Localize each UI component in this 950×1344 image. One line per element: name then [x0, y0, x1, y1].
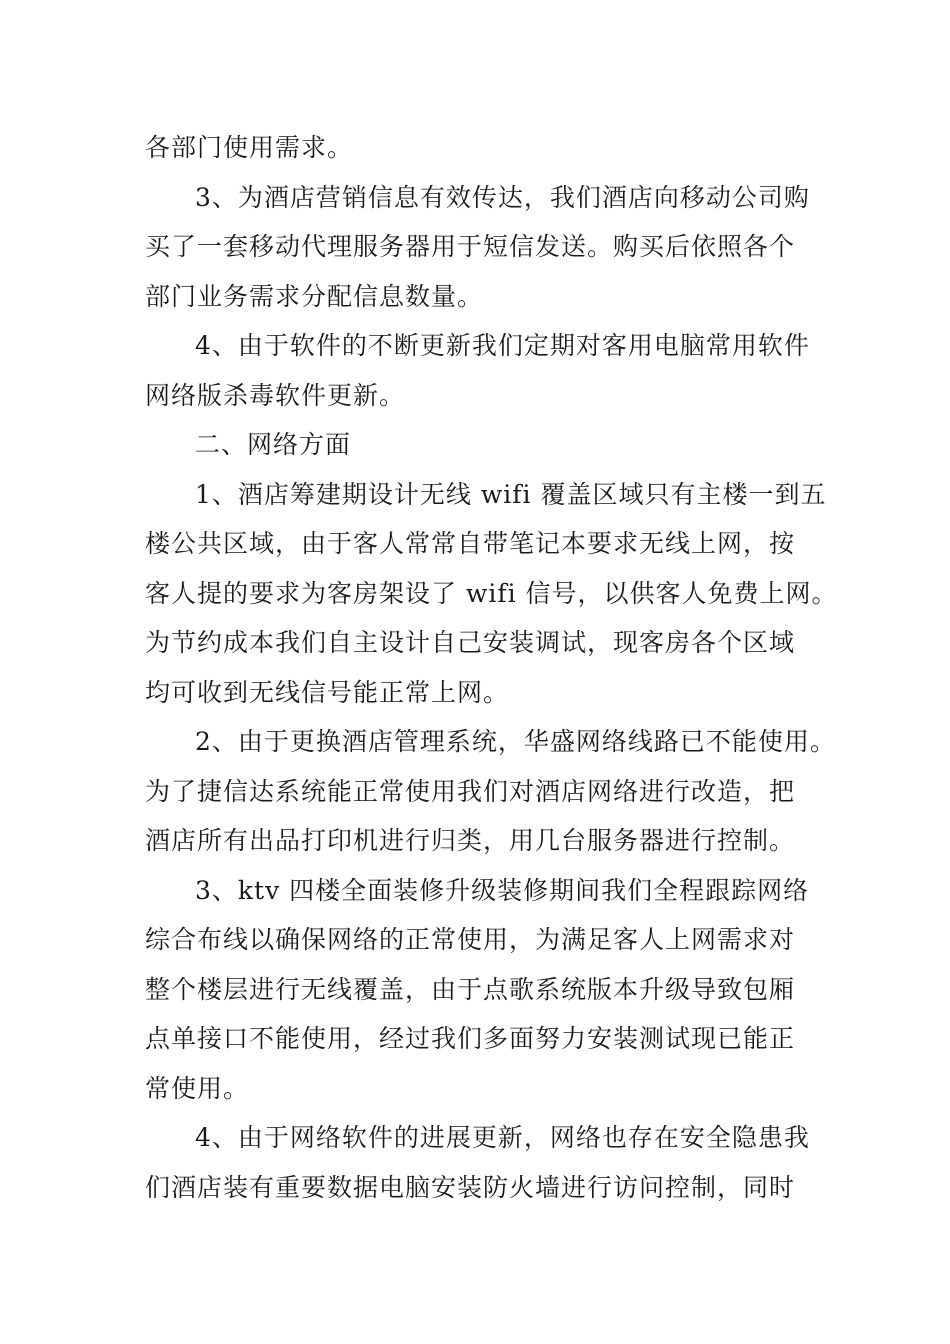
text-line: 整个楼层进行无线覆盖，由于点歌系统版本升级导致包厢: [145, 974, 796, 1004]
text-line: 1、酒店筹建期设计无线 wifi 覆盖区域只有主楼一到五: [195, 479, 827, 509]
text-line: 4、由于软件的不断更新我们定期对客用电脑常用软件: [195, 331, 810, 360]
text-line: 部门业务需求分配信息数量。: [145, 281, 484, 311]
text-line: 常使用。: [145, 1073, 250, 1103]
text-line: 3、ktv 四楼全面装修升级装修期间我们全程跟踪网络: [195, 875, 810, 905]
text-line: 为节约成本我们自主设计自己安装调试，现客房各个区域: [145, 628, 796, 657]
text-line: 均可收到无线信号能正常上网。: [145, 677, 510, 707]
document-body: [145, 123, 838, 1212]
text-line: 2、由于更换酒店管理系统，华盛网络线路已不能使用。: [195, 727, 836, 756]
text-line: 们酒店装有重要数据电脑安装防火墙进行访问控制，同时: [145, 1172, 796, 1202]
text-line: 综合布线以确保网络的正常使用，为满足客人上网需求对: [145, 925, 796, 954]
text-line: 楼公共区域，由于客人常常自带笔记本要求无线上网，按: [145, 529, 796, 558]
text-line: 点单接口不能使用，经过我们多面努力安装测试现已能正: [145, 1024, 796, 1053]
text-line: 为了捷信达系统能正常使用我们对酒店网络进行改造，把: [145, 776, 796, 806]
text-line: 酒店所有出品打印机进行归类，用几台服务器进行控制。: [145, 826, 796, 855]
text-line: 4、由于网络软件的进展更新，网络也存在安全隐患我: [195, 1123, 810, 1152]
text-line: 网络版杀毒软件更新。: [145, 380, 406, 410]
text-line: 3、为酒店营销信息有效传达，我们酒店向移动公司购: [195, 182, 810, 212]
section-heading: 二、网络方面: [195, 430, 352, 459]
text-line: 客人提的要求为客房架设了 wifi 信号，以供客人免费上网。: [145, 578, 838, 608]
text-line: 各部门使用需求。: [145, 133, 354, 162]
text-line: 买了一套移动代理服务器用于短信发送。购买后依照各个: [145, 232, 796, 261]
